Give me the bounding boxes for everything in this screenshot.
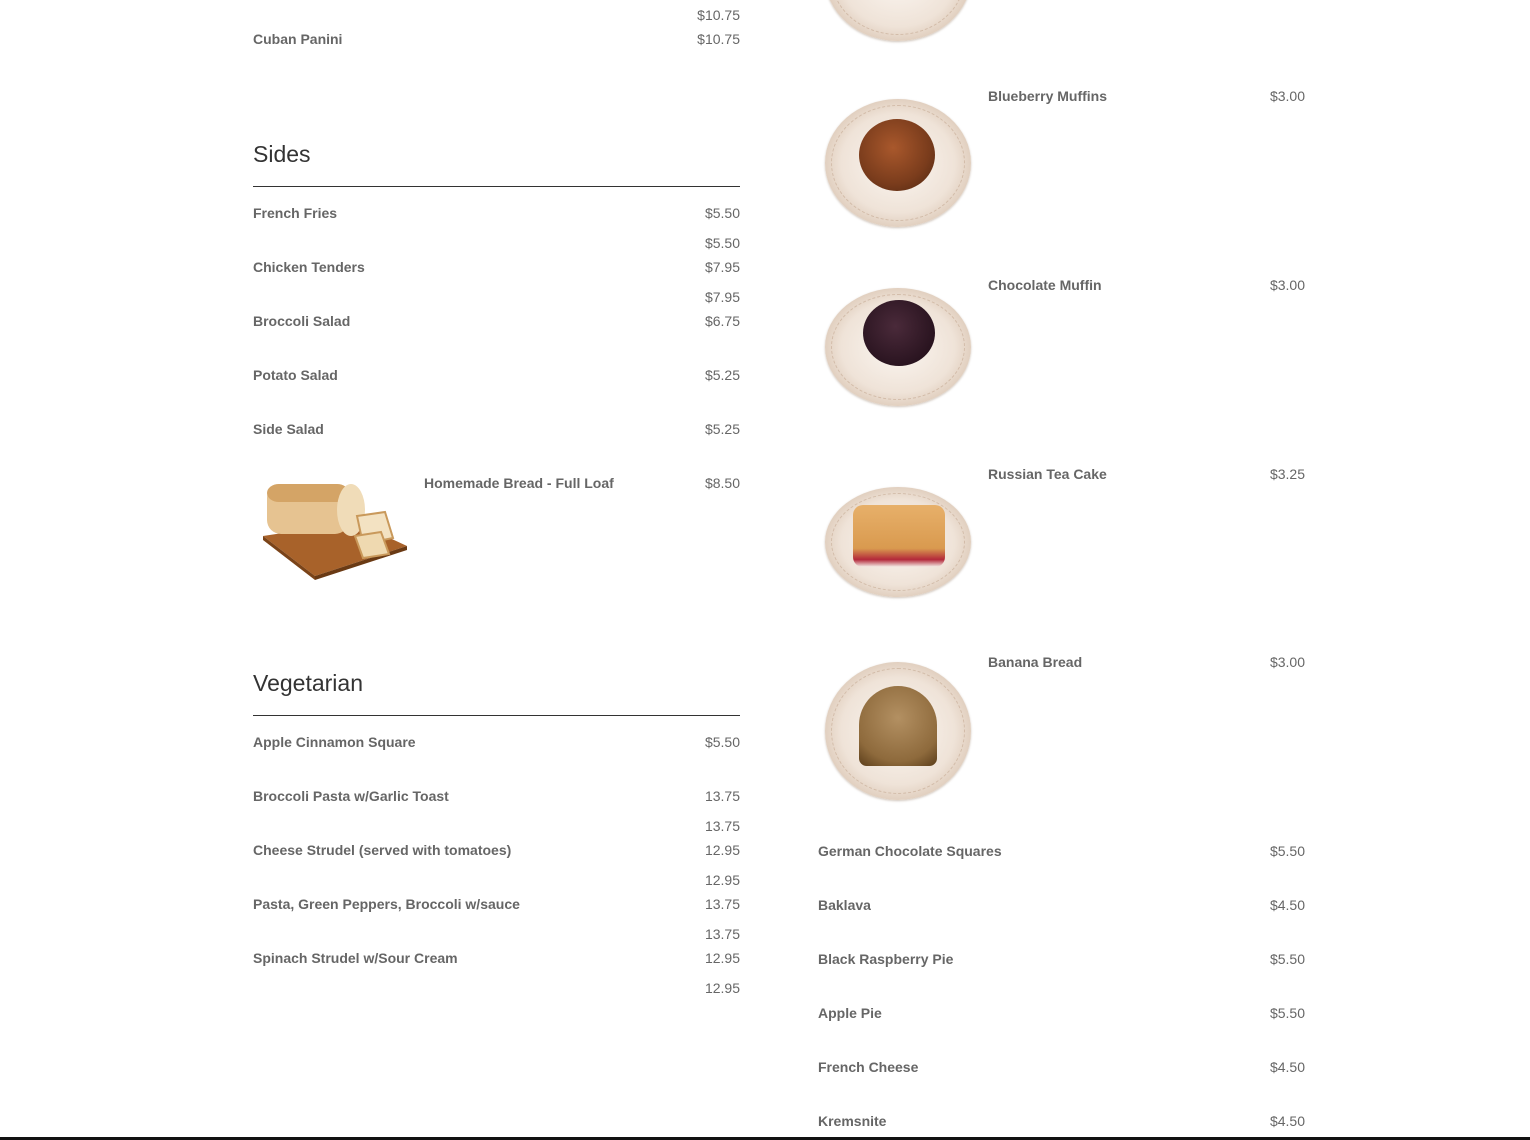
item-price-chicken-tenders-alt: $7.95 (704, 289, 740, 305)
item-name-pasta-green-peppers: Pasta, Green Peppers, Broccoli w/sauce (253, 896, 520, 912)
item-price-french-cheese: $4.50 (1269, 1059, 1305, 1075)
item-name-french-fries: French Fries (253, 205, 338, 221)
item-price-chicken-tenders: $7.95 (704, 259, 740, 275)
plate-image-banana-bread (825, 662, 971, 800)
bread-loaf-icon (255, 474, 410, 584)
section-divider-vegetarian (253, 715, 740, 716)
section-title-sides: Sides (253, 141, 311, 167)
item-price-banana-bread: $3.00 (1269, 654, 1305, 670)
item-price-pasta-green-peppers-alt: 13.75 (704, 926, 740, 942)
item-name-chocolate-muffin: Chocolate Muffin (988, 277, 1102, 293)
item-price-cheese-strudel: 12.95 (704, 842, 740, 858)
item-name-baklava: Baklava (818, 897, 871, 913)
item-name-potato-salad: Potato Salad (253, 367, 338, 383)
price-cuban-panini-alt: $10.75 (697, 7, 740, 23)
item-name-cheese-strudel: Cheese Strudel (served with tomatoes) (253, 842, 512, 858)
item-name-apple-cinnamon-square: Apple Cinnamon Square (253, 734, 416, 750)
item-price-broccoli-pasta: 13.75 (704, 788, 740, 804)
item-price-homemade-bread: $8.50 (704, 475, 740, 491)
item-price-french-fries-alt: $5.50 (704, 235, 740, 251)
bread-loaf-image (255, 474, 410, 584)
item-name-spinach-strudel: Spinach Strudel w/Sour Cream (253, 950, 458, 966)
item-price-baklava: $4.50 (1269, 897, 1305, 913)
item-price-side-salad: $5.25 (704, 421, 740, 437)
item-name-german-chocolate-squares: German Chocolate Squares (818, 843, 1002, 859)
item-name-chicken-tenders: Chicken Tenders (253, 259, 365, 275)
item-price-cheese-strudel-alt: 12.95 (704, 872, 740, 888)
section-divider-sides (253, 186, 740, 187)
plate-image-chocolate-muffin (825, 288, 971, 406)
item-name-kremsnite: Kremsnite (818, 1113, 887, 1129)
chocolate-muffin-icon (863, 300, 935, 366)
item-name-broccoli-pasta: Broccoli Pasta w/Garlic Toast (253, 788, 449, 804)
item-name-russian-tea-cake: Russian Tea Cake (988, 466, 1107, 482)
item-name-homemade-bread: Homemade Bread - Full Loaf (424, 475, 614, 491)
item-price-cuban-panini: $10.75 (697, 31, 740, 47)
item-name-side-salad: Side Salad (253, 421, 324, 437)
item-name-black-raspberry-pie: Black Raspberry Pie (818, 951, 954, 967)
item-name-banana-bread: Banana Bread (988, 654, 1083, 670)
plate-image-russian-tea-cake (825, 487, 971, 597)
item-price-german-chocolate-squares: $5.50 (1269, 843, 1305, 859)
item-name-apple-pie: Apple Pie (818, 1005, 882, 1021)
banana-bread-icon (859, 686, 937, 766)
item-price-spinach-strudel-alt: 12.95 (704, 980, 740, 996)
item-price-kremsnite: $4.50 (1269, 1113, 1305, 1129)
item-price-potato-salad: $5.25 (704, 367, 740, 383)
plate-image-blueberry-muffin (825, 99, 971, 227)
item-price-chocolate-muffin: $3.00 (1269, 277, 1305, 293)
item-name-cuban-panini: Cuban Panini (253, 31, 343, 47)
item-name-broccoli-salad: Broccoli Salad (253, 313, 351, 329)
tea-cake-icon (853, 505, 945, 567)
plate-image-top-partial (825, 0, 971, 41)
section-title-vegetarian: Vegetarian (253, 670, 363, 696)
item-price-broccoli-pasta-alt: 13.75 (704, 818, 740, 834)
item-price-russian-tea-cake: $3.25 (1269, 466, 1305, 482)
item-price-apple-cinnamon-square: $5.50 (704, 734, 740, 750)
item-price-spinach-strudel: 12.95 (704, 950, 740, 966)
item-price-broccoli-salad: $6.75 (704, 313, 740, 329)
item-name-blueberry-muffins: Blueberry Muffins (988, 88, 1108, 104)
item-price-apple-pie: $5.50 (1269, 1005, 1305, 1021)
item-price-black-raspberry-pie: $5.50 (1269, 951, 1305, 967)
item-name-french-cheese: French Cheese (818, 1059, 919, 1075)
item-price-french-fries: $5.50 (704, 205, 740, 221)
blueberry-muffin-icon (859, 119, 935, 191)
item-price-blueberry-muffins: $3.00 (1269, 88, 1305, 104)
item-price-pasta-green-peppers: 13.75 (704, 896, 740, 912)
